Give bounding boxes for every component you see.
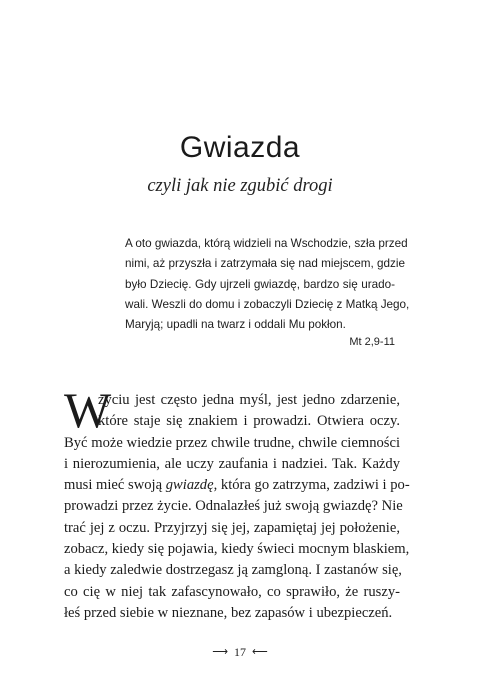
page-folio	[0, 644, 480, 659]
body-line	[64, 475, 410, 496]
epigraph-line: nimi, aż przyszła i zatrzymała się nad miejscem, gdzie	[125, 257, 405, 271]
body-line: które staje się znakiem i prowadzi. Otwiera oczy.	[98, 413, 400, 430]
chapter-title: Gwiazda	[179, 131, 301, 164]
epigraph-line: Maryją; upadli na twarz i oddali Mu pokłon.	[125, 318, 346, 332]
body-line: co cię w niej tak zafascynowało, co sprawiło, że ruszy-	[64, 583, 400, 600]
chapter-subtitle: czyli jak nie zgubić drogi	[147, 176, 333, 196]
epigraph	[125, 234, 410, 335]
folio-ornament-left: ⟶	[212, 646, 228, 659]
body-line: a kiedy zaledwie dostrzegasz ją zamgloną. I zastanów się,	[64, 562, 402, 579]
body-line-text: musi mieć swoją	[64, 477, 166, 494]
body-line: trać jej z oczu. Przyjrzyj się jej, zapamiętaj jej położenie,	[64, 519, 400, 536]
folio-ornament-right: ⟵	[252, 646, 268, 659]
body-line: Być może wiedzie przez chwile trudne, chwile ciemności	[64, 434, 400, 451]
body-line: zobacz, kiedy się pojawia, kiedy świeci mocnym blaskiem,	[64, 541, 410, 558]
epigraph-line: A oto gwiazda, którą widzieli na Wschodzie, szła przed	[125, 237, 408, 250]
body-line: życiu jest często jedna myśl, jest jedno zdarzenie,	[98, 392, 400, 408]
page-number: 17	[234, 645, 246, 660]
epigraph-line: było Dziecię. Gdy ujrzeli gwiazdę, bardzo się urado-	[125, 277, 395, 291]
body-line: prowadzi przez życie. Odnalazłeś już swoją gwiazdę? Nie	[64, 498, 403, 515]
body-line-text: , która go zatrzyma, zadziwi i po-	[213, 477, 410, 494]
body-paragraph	[64, 390, 410, 624]
drop-cap: W	[64, 382, 112, 438]
body-line: łeś przed siebie w nieznane, bez zapasów i ubezpieczeń.	[64, 604, 393, 621]
body-line: i nierozumienia, ale uczy zaufania i nadziei. Tak. Każdy	[64, 455, 400, 472]
emphasis-word: gwiazdę	[165, 477, 214, 494]
epigraph-reference: Mt 2,9-11	[349, 336, 395, 348]
epigraph-line: wali. Weszli do domu i zobaczyli Dziecię z Matką Jego,	[125, 297, 410, 311]
